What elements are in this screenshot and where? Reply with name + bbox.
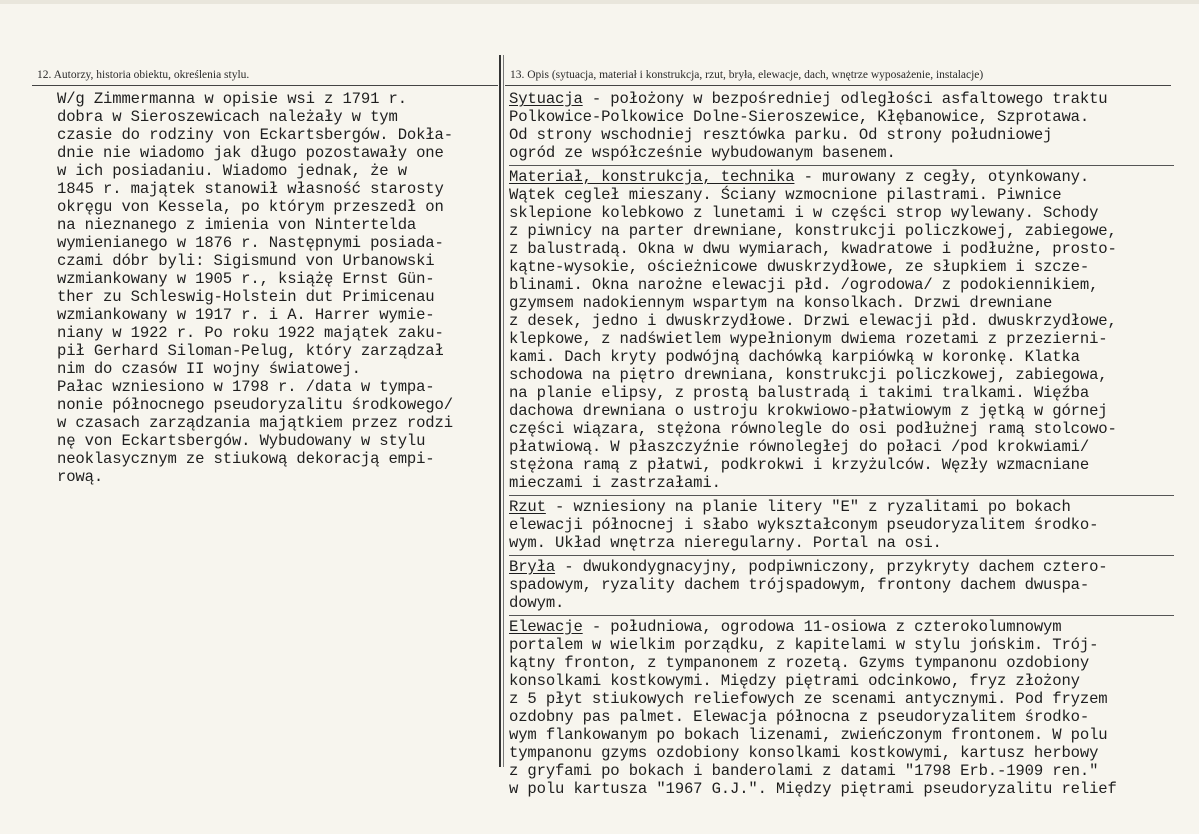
history-line: niany w 1922 r. Po roku 1922 majątek zaku- [57, 324, 444, 342]
history-line: czasie do rodziny von Eckartsbergów. Dokła- [57, 126, 453, 144]
description-line: z balustradą. Okna w dwu wymiarach, kwadratowe i podłużne, prosto- [509, 240, 1117, 258]
description-line: kami. Dach kryty podwójną dachówką karpiówką w koronkę. Klatka [509, 348, 1080, 366]
description-text: - południowa, ogrodowa 11-osiowa z czterokolumnowym [582, 618, 1062, 636]
description-line: z 5 płyt stiukowych reliefowych ze scenami antycznymi. Pod fryzem [509, 690, 1108, 708]
description-line: wym flankowanym po bokach lizenami, zwieńczonym frontonem. W polu [509, 726, 1108, 744]
description-line: z desek, jedno i dwuskrzydłowe. Drzwi elewacji płd. dwuskrzydłowe, [509, 312, 1117, 330]
description-line: spadowym, ryzality dachem trójspadowym, frontony dachem dwuspa- [509, 576, 1090, 594]
history-line: neoklasycznym ze stiukową dekoracją empi- [57, 450, 435, 468]
description-line: sklepione kolebkowo z lunetami i w części strop wylewany. Schody [509, 204, 1099, 222]
history-line: wzmiankowany w 1905 r., książę Ernst Gün- [57, 270, 435, 288]
description-line: Wątek ceglеł mieszany. Ściany wzmocnione pilastrami. Piwnice [509, 186, 1062, 204]
paragraph-separator [509, 165, 1174, 166]
description-text: - położony w bezpośredniej odległości asfaltowego traktu [582, 90, 1108, 108]
history-line: W/g Zimmermanna w opisie wsi z 1791 r. [57, 90, 407, 108]
description-line [509, 498, 1177, 516]
right-header-rule [505, 85, 1171, 86]
description-line: z gryfami po bokach i banderolami z datami "1798 Erb.-1909 ren." [509, 762, 1099, 780]
section-keyword: Materiał, konstrukcja, technika [509, 168, 795, 186]
history-line: dobra w Sieroszewicach należały w tym [57, 108, 398, 126]
section-keyword: Elewacje [509, 618, 583, 636]
description-line: konsolkami kostkowymi. Między piętrami odcinkowo, fryz złożony [509, 672, 1080, 690]
history-line: w czasach zarządzania majątkiem przez rodzi [57, 414, 453, 432]
description-line: w polu kartusza "1967 G.J.". Między piętrami pseudoryzalitu relief [509, 780, 1117, 798]
description-line: tympanonu gzyms ozdobiony konsolkami kostkowymi, kartusz herbowy [509, 744, 1099, 762]
description-line: płatwiową. W płaszczyźnie równoległej do połaci /pod krokwiami/ [509, 438, 1090, 456]
paragraph-separator [509, 615, 1174, 616]
description-line: ozdobny pas palmet. Elewacja północna z pseudoryzalitem środko- [509, 708, 1090, 726]
description-line: portalem w wielkim porządku, z kapitelami w stylu jońskim. Trój- [509, 636, 1099, 654]
history-line: 1845 r. majątek stanowił własność starosty [57, 180, 444, 198]
description-line [509, 618, 1177, 636]
history-line: czami dóbr byli: Sigismund von Urbanowski [57, 252, 435, 270]
description-line: kątny fronton, z tympanonem z rozetą. Gzyms tympanonu ozdobiony [509, 654, 1090, 672]
description-line: dachowa drewniana o ustroju krokwiowo-płatwiowym z jętką w górnej [509, 402, 1108, 420]
history-line: w ich posiadaniu. Wiadomo jednak, że w [57, 162, 407, 180]
history-line: nonie północnego pseudoryzalitu środkowego/ [57, 396, 453, 414]
description-text: - wzniesiony na planie litery "E" z ryzalitami po bokach [545, 498, 1071, 516]
description-line: Polkowice-Polkowice Dolne-Sieroszewice, Kłębanowice, Szprotawa. [509, 108, 1090, 126]
description-line: wym. Układ wnętrza nieregularny. Portal na osi. [509, 534, 942, 552]
description-line [509, 558, 1177, 576]
paragraph-separator [509, 555, 1174, 556]
description-line: dowym. [509, 594, 565, 612]
history-line: wymienianego w 1876 r. Następnymi posiada- [57, 234, 444, 252]
history-line: pił Gerhard Siloman-Pelug, który zarządzał [57, 342, 444, 360]
column-divider-thin [503, 55, 504, 767]
description-text: - murowany z cegły, otynkowany. [794, 168, 1090, 186]
description-line: ogród ze współcześnie wybudowanym basenem. [509, 144, 896, 162]
description-line: z piwnicy na parter drewniane, konstrukcji policzkowej, zabiegowe, [509, 222, 1117, 240]
history-line: nim do czasów II wojny światowej. [57, 360, 361, 378]
description-line: schodowa na piętro drewniana, konstrukcji policzkowej, zabiegowa, [509, 366, 1108, 384]
description-line: na planie elipsy, z prostą balustradą i takimi tralkami. Więźba [509, 384, 1090, 402]
description-line: kątne-wysokie, ościeżnicowe dwuskrzydłowe, ze słupkiem i szcze- [509, 258, 1090, 276]
description-text: - dwukondygnacyjny, podpiwniczony, przykryty dachem cztero- [555, 558, 1108, 576]
page-top-edge [0, 0, 1199, 4]
history-line: dnie nie wiadomo jak długo pozostawały one [57, 144, 444, 162]
column-divider [499, 55, 501, 767]
history-line: okręgu von Kessela, po którym przeszedł on [57, 198, 444, 216]
description-line: mieczami i zastrzałami. [509, 474, 721, 492]
history-line: wzmiankowany w 1917 r. i A. Harrer wymie- [57, 306, 435, 324]
description-line: gzymsem nadokiennym wspartym na konsolkach. Drzwi drewniane [509, 294, 1053, 312]
left-header-rule [32, 85, 498, 86]
description-line: stężona ramą z płatwi, podkrokwi i krzyżulców. Węzły wzmacniane [509, 456, 1090, 474]
history-line: Pałac wzniesiono w 1798 r. /data w tympa- [57, 378, 435, 396]
description-line [509, 90, 1177, 108]
description-line: elewacji północnej i słabo wykształconym pseudoryzalitem środko- [509, 516, 1099, 534]
paragraph-separator [509, 495, 1174, 496]
section-12-header: 12. Autorzy, historia obiektu, określenia stylu. [37, 69, 250, 81]
description-text-column [509, 90, 1177, 798]
history-line: na nieznanego z imienia von Nintertelda [57, 216, 417, 234]
history-text-column [57, 90, 497, 486]
description-line: blinami. Okna narożne elewacji płd. /ogrodowa/ z podokiennikiem, [509, 276, 1099, 294]
section-keyword: Rzut [509, 498, 546, 516]
history-line: nę von Eckartsbergów. Wybudowany w stylu [57, 432, 426, 450]
section-keyword: Bryła [509, 558, 556, 576]
history-line: rową. [57, 468, 104, 486]
section-13-header: 13. Opis (sytuacja, materiał i konstrukcja, rzut, bryła, elewacje, dach, wnętrze wyposażenie, instalacje) [510, 69, 984, 81]
description-line: klepkowe, z nadświetlem wypełnionym dwiema rozetami z przezierni- [509, 330, 1108, 348]
description-line: części wiązara, stężona równolegle do osi podłużnej ramą stolcowo- [509, 420, 1117, 438]
description-line: Od strony wschodniej resztówka parku. Od strony południowej [509, 126, 1053, 144]
history-line: ther zu Schleswig-Holstein dut Primicenau [57, 288, 435, 306]
description-line [509, 168, 1177, 186]
section-keyword: Sytuacja [509, 90, 583, 108]
